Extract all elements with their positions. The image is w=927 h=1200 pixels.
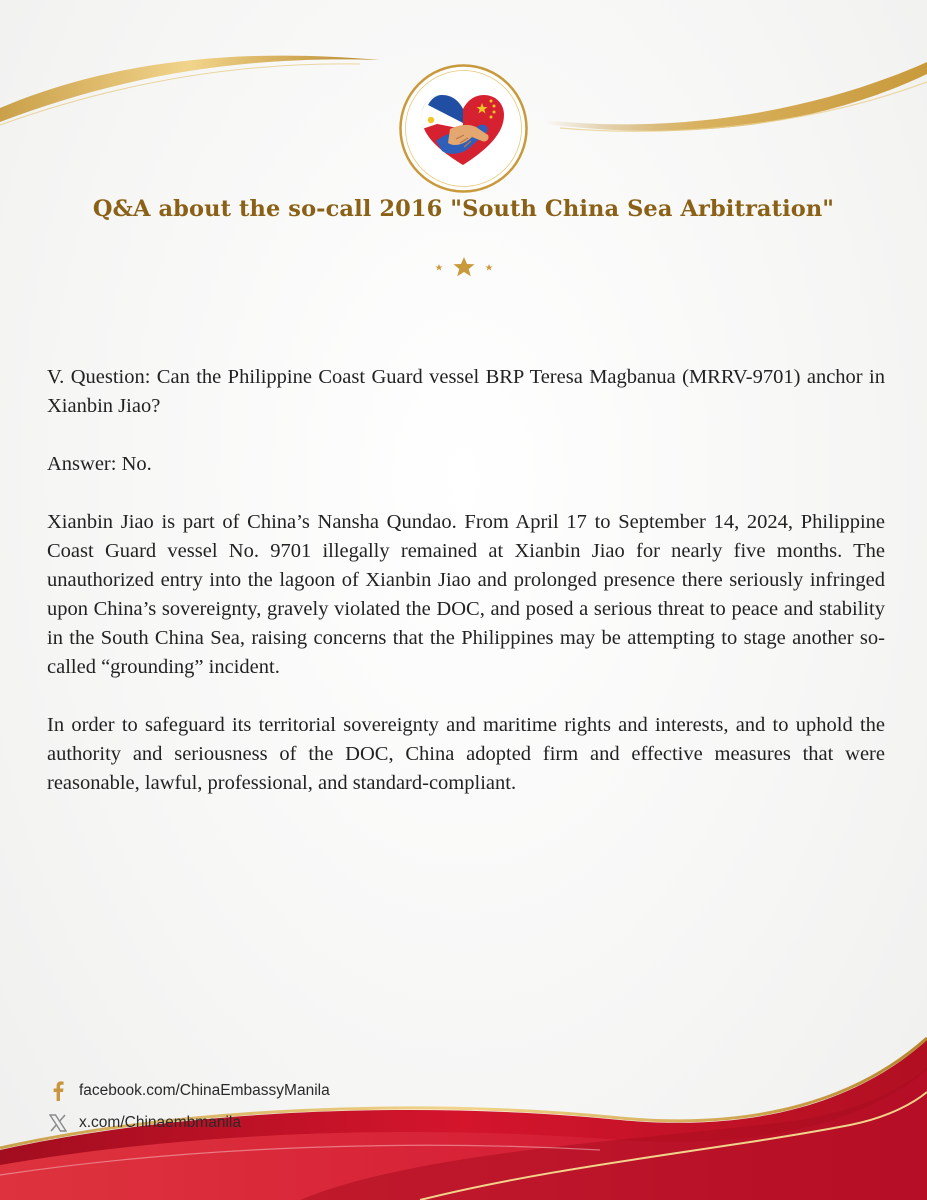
- body-paragraph-2: In order to safeguard its territorial sovereignty and maritime rights and interests, and to uphold the authority and seriousness of the DOC, China adopted firm and effective measures that were reasonable, lawful, professional, and standard-compliant.: [47, 714, 885, 794]
- facebook-icon: [48, 1080, 68, 1102]
- x-link[interactable]: [48, 1112, 241, 1134]
- logo-emblem: [398, 63, 529, 194]
- question-paragraph: V. Question: Can the Philippine Coast Guard vessel BRP Teresa Magbanua (MRRV-9701) anchor in Xianbin Jiao?: [47, 366, 885, 417]
- facebook-link[interactable]: [48, 1080, 330, 1102]
- document-title: Q&A about the so-call 2016 "South China Sea Arbitration": [92, 196, 835, 222]
- document-body: [47, 363, 885, 827]
- body-paragraph-1: Xianbin Jiao is part of China’s Nansha Qundao. From April 17 to September 14, 2024, Philippine Coast Guard vessel No. 9701 illegally remained at Xianbin Jiao for nearly five months. The unauthorized entry into the lagoon of Xianbin Jiao and prolonged presence there seriously infringed upon China’s sovereignty, gravely violated the DOC, and posed a serious threat to peace and stability in the South China Sea, raising concerns that the Philippines may be attempting to stage another so-called “grounding” incident.: [47, 511, 885, 678]
- answer-paragraph: Answer: No.: [47, 453, 152, 475]
- x-url: x.com/Chinaembmanila: [79, 1114, 241, 1131]
- title-divider: [218, 254, 710, 280]
- x-icon: [48, 1112, 68, 1134]
- facebook-url: facebook.com/ChinaEmbassyManila: [79, 1082, 330, 1099]
